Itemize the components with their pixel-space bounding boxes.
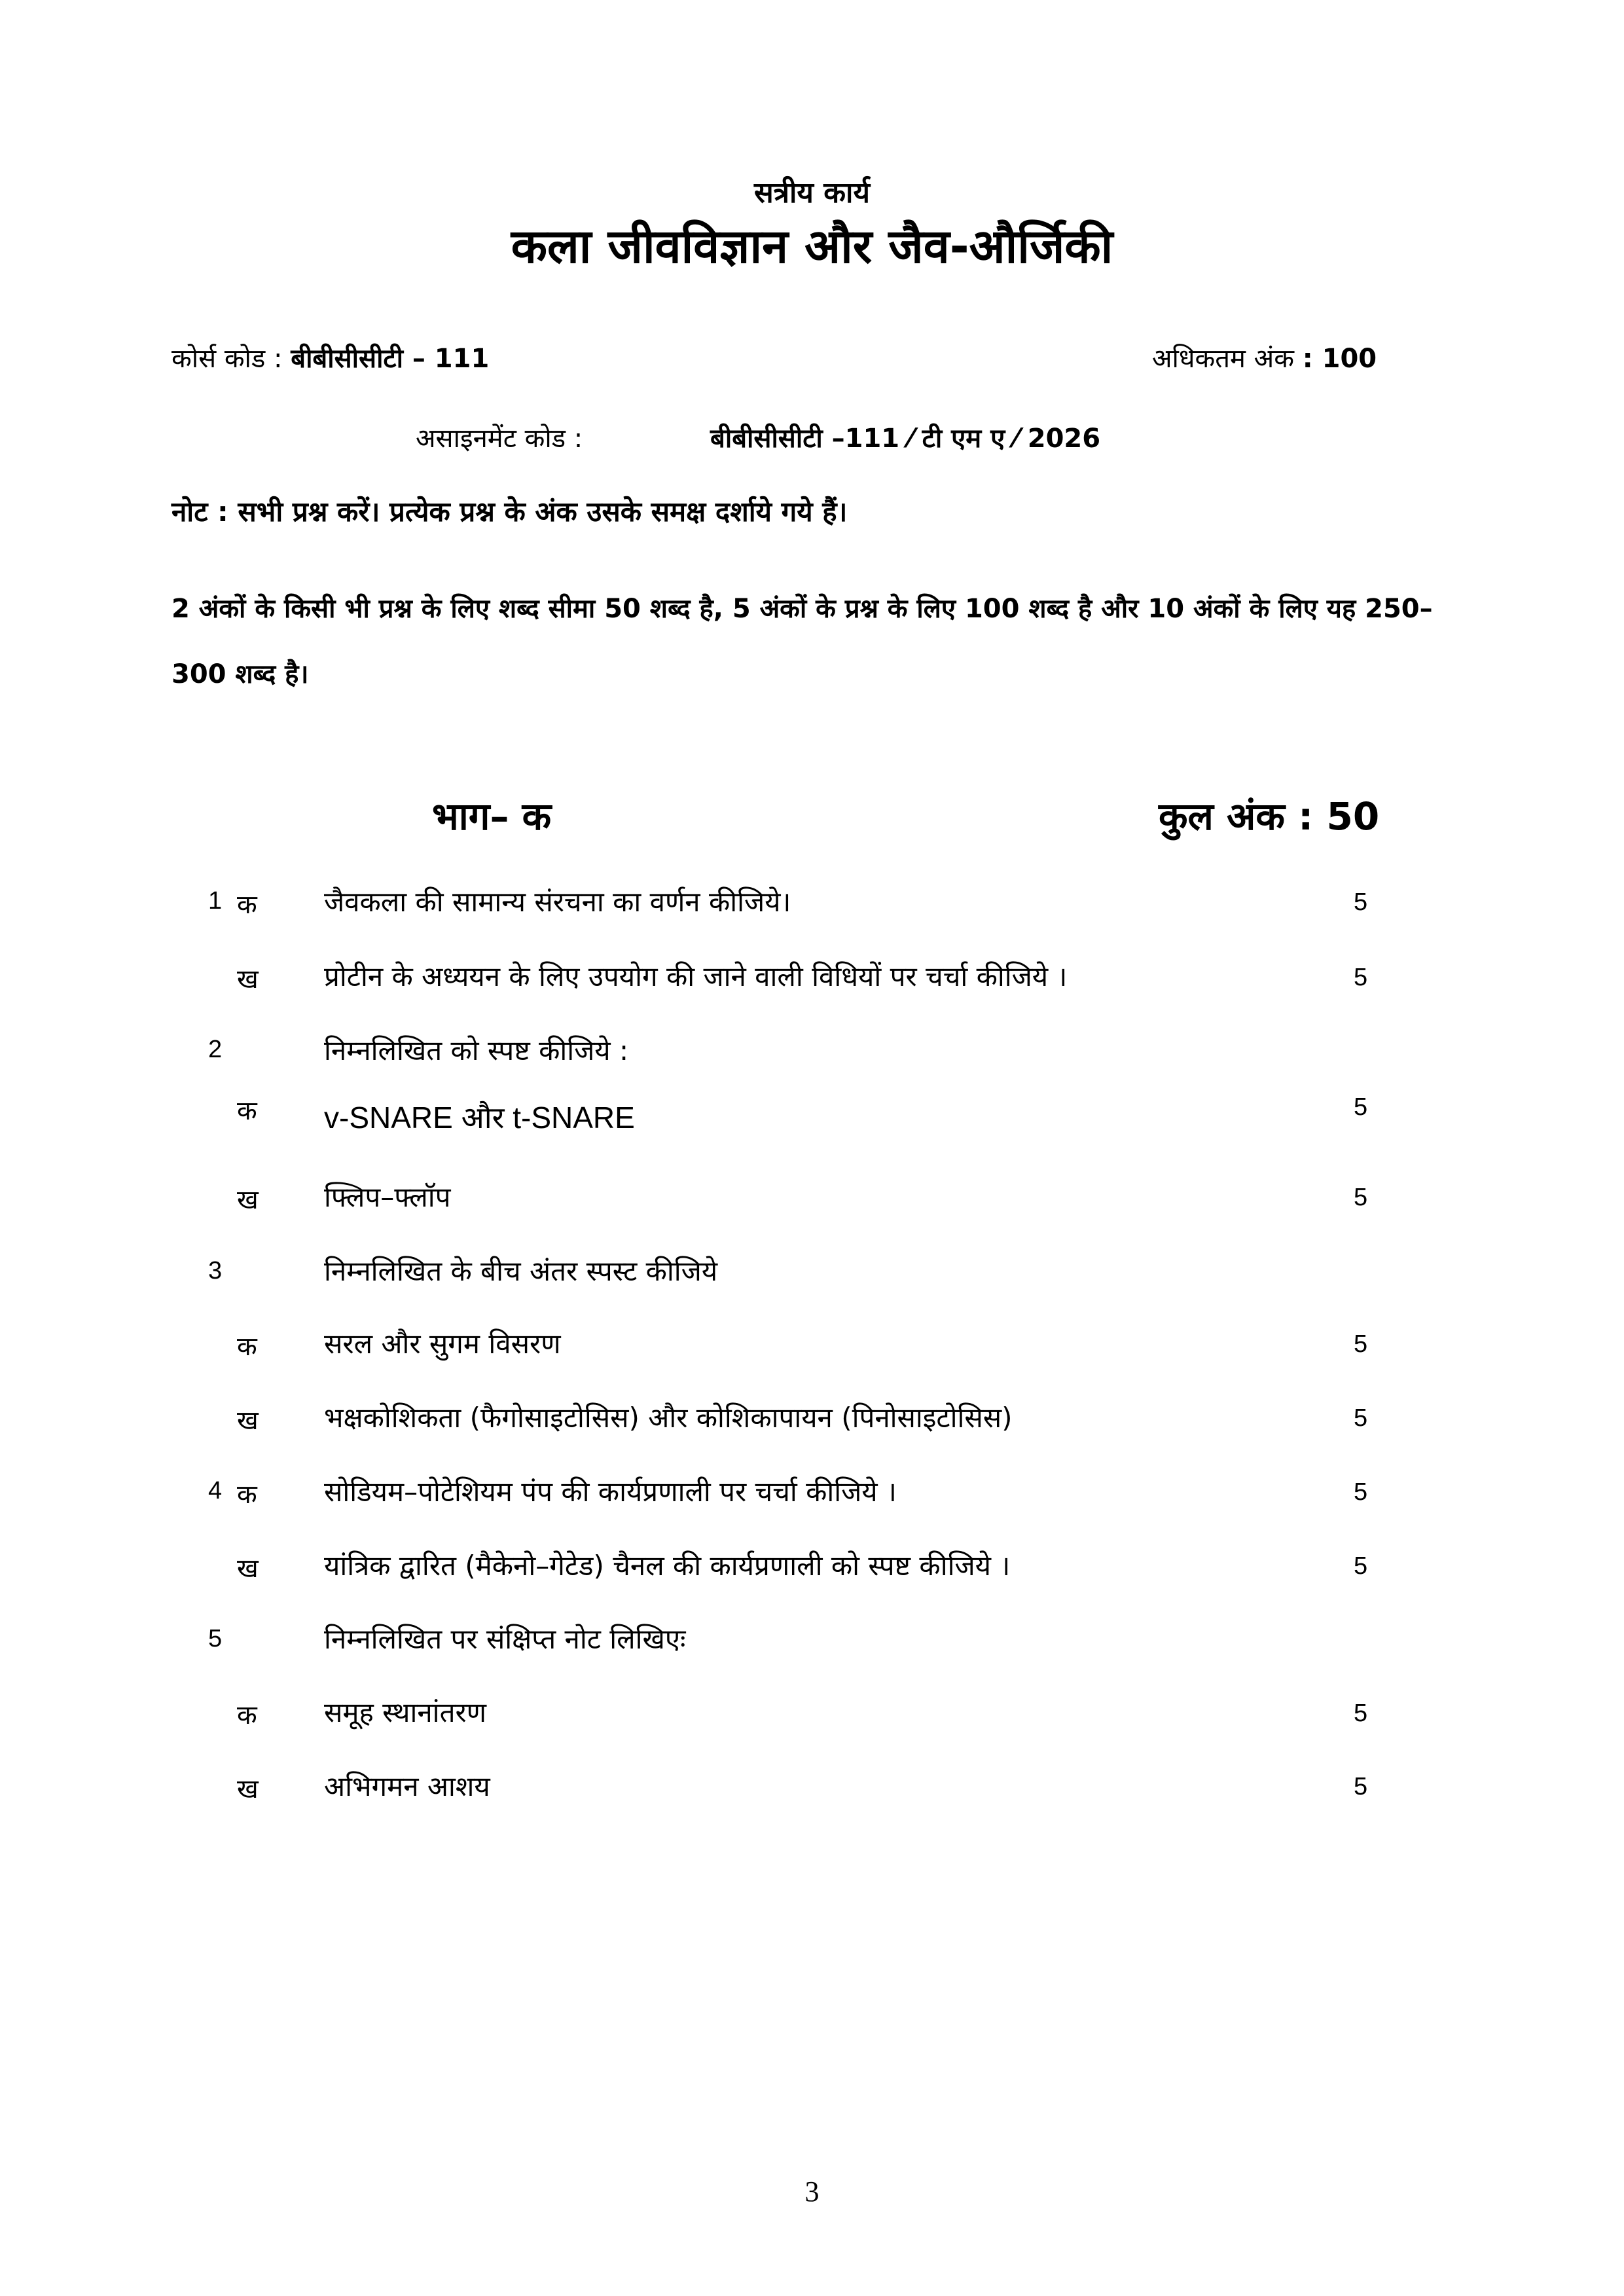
- question-text: सोडियम–पोटेशियम पंप की कार्यप्रणाली पर चर्चा कीजिये ।: [324, 1476, 897, 1508]
- question-subpart: क: [237, 890, 257, 920]
- question-subpart: क: [237, 1332, 257, 1362]
- question-subpart: क: [237, 1480, 257, 1510]
- assignment-subtitle: सत्रीय कार्य: [754, 176, 870, 210]
- question-marks: 5: [1354, 964, 1368, 991]
- question-number: 3: [208, 1257, 223, 1285]
- question-text: फ्लिप–फ्लॉप: [324, 1181, 451, 1213]
- question-marks: 5: [1354, 1093, 1368, 1121]
- question-subpart: ख: [237, 1774, 259, 1804]
- question-subpart: ख: [237, 1185, 259, 1215]
- question-text: समूह स्थानांतरण: [324, 1696, 487, 1728]
- assignment-code-label: असाइनमेंट कोड :: [416, 424, 583, 454]
- question-subpart: ख: [237, 1554, 259, 1584]
- assignment-code-value: बीबीसीसीटी –111 ⁄ टी एम ए ⁄ 2026: [710, 424, 1101, 454]
- question-marks: 5: [1354, 1552, 1368, 1580]
- question-subpart: क: [237, 1096, 257, 1126]
- question-number: 4: [208, 1477, 223, 1504]
- question-text: निम्नलिखित के बीच अंतर स्पस्ट कीजिये: [324, 1255, 718, 1287]
- question-text: यांत्रिक द्वारित (मैकेनो–गेटेड) चैनल की कार्यप्रणाली को स्पष्ट कीजिये ।: [324, 1550, 1011, 1582]
- question-marks: 5: [1354, 888, 1368, 916]
- question-text: निम्नलिखित को स्पष्ट कीजिये :: [324, 1034, 629, 1066]
- word-limit-instructions: 2 अंकों के किसी भी प्रश्न के लिए शब्द सीमा 50 शब्द है, 5 अंकों के प्रश्न के लिए 100 शब्द है और 10 अंकों के लिए यह 250–300 शब्द है।: [171, 594, 1433, 689]
- question-text: सरल और सुगम विसरण: [324, 1328, 561, 1360]
- section-title: भाग– क: [432, 794, 552, 839]
- question-marks: 5: [1354, 1773, 1368, 1800]
- question-number: 2: [208, 1036, 223, 1063]
- course-code-value: बीबीसीसीटी – 111: [291, 344, 490, 374]
- question-marks: 5: [1354, 1330, 1368, 1358]
- question-text: v-SNARE और t-SNARE: [324, 1101, 635, 1135]
- max-marks-value: : 100: [1302, 344, 1377, 374]
- question-text: जैवकला की सामान्य संरचना का वर्णन कीजिये।: [324, 886, 791, 918]
- question-subpart: ख: [237, 964, 259, 994]
- question-text: निम्नलिखित पर संक्षिप्त नोट लिखिएः: [324, 1623, 686, 1655]
- question-marks: 5: [1354, 1700, 1368, 1727]
- question-number: 5: [208, 1625, 223, 1652]
- note-text: नोट : सभी प्रश्न करें। प्रत्येक प्रश्न के अंक उसके समक्ष दर्शाये गये हैं।: [171, 496, 848, 528]
- question-marks: 5: [1354, 1478, 1368, 1506]
- page-title: कला जीवविज्ञान और जैव-और्जिकी: [511, 219, 1113, 274]
- page-number: 3: [804, 2176, 820, 2208]
- question-text: भक्षकोशिकता (फैगोसाइटोसिस) और कोशिकापायन (पिनोसाइटोसिस): [324, 1402, 1013, 1434]
- question-subpart: ख: [237, 1406, 259, 1436]
- question-text: अभिगमन आशय: [324, 1770, 490, 1802]
- question-text: प्रोटीन के अध्ययन के लिए उपयोग की जाने वाली विधियों पर चर्चा कीजिये ।: [324, 960, 1068, 993]
- course-code: [171, 339, 489, 375]
- question-subpart: क: [237, 1700, 257, 1730]
- max-marks-label: अधिकतम अंक: [1152, 344, 1294, 374]
- max-marks: [1152, 339, 1377, 375]
- question-number: 1: [208, 887, 223, 915]
- course-code-label: कोर्स कोड :: [171, 344, 283, 374]
- question-marks: 5: [1354, 1184, 1368, 1211]
- section-total-marks: कुल अंक : 50: [1159, 794, 1380, 839]
- question-marks: 5: [1354, 1404, 1368, 1432]
